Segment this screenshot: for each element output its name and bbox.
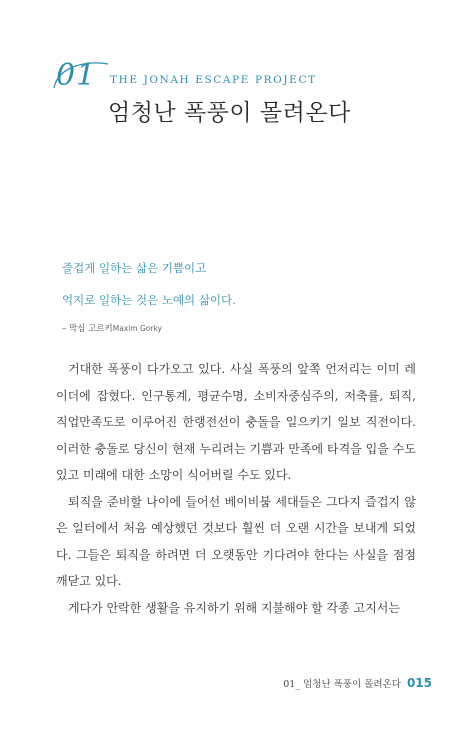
body-paragraph: 퇴직을 준비할 나이에 들어선 베이비붐 세대들은 그다지 즐겁지 않은 일터에서 처음 예상했던 것보다 훨씬 더 오랜 시간을 보내게 되었다. 그들은 퇴직을 하려면 더 오랫동안 기다려야 한다는 사실을 점점 깨닫고 있다. [56,494,416,588]
epigraph [62,252,422,334]
epigraph-line-2: 억지로 일하는 것은 노예의 삶이다. [62,293,236,307]
page-footer [283,676,432,690]
chapter-title: 엄청난 폭풍이 몰려온다 [108,100,351,126]
page-number: 015 [406,676,432,690]
attribution-roman: Maxim Gorky [112,324,162,333]
body-paragraph: 거대한 폭풍이 다가오고 있다. 사실 폭풍의 앞쪽 언저리는 이미 레이더에 잡혔다. 인구통계, 평균수명, 소비자중심주의, 저축률, 퇴직, 직업만족도로 이루어진 한랭전선이 충돌을 일으키기 일보 직전이다. 이러한 충돌로 당신이 현재 누리려는 기쁨과 만족에 타격을 입을 수도 있고 미래에 대한 소망이 식어버릴 수도 있다. [56,362,416,482]
attribution-korean: – 막심 고르키 [62,324,113,334]
body-paragraph: 게다가 안락한 생활을 유지하기 위해 지불해야 할 각종 고지서는 [68,600,400,615]
body-text [56,356,416,621]
running-head: 01_ 엄청난 폭풍이 몰려온다 [283,679,401,690]
chapter-header [56,56,456,136]
epigraph-attribution [62,322,422,334]
epigraph-line-1: 즐겁게 일하는 삶은 기쁨이고 [62,261,207,275]
chapter-number: 01 [56,58,97,93]
project-title: THE JONAH ESCAPE PROJECT [110,74,317,86]
